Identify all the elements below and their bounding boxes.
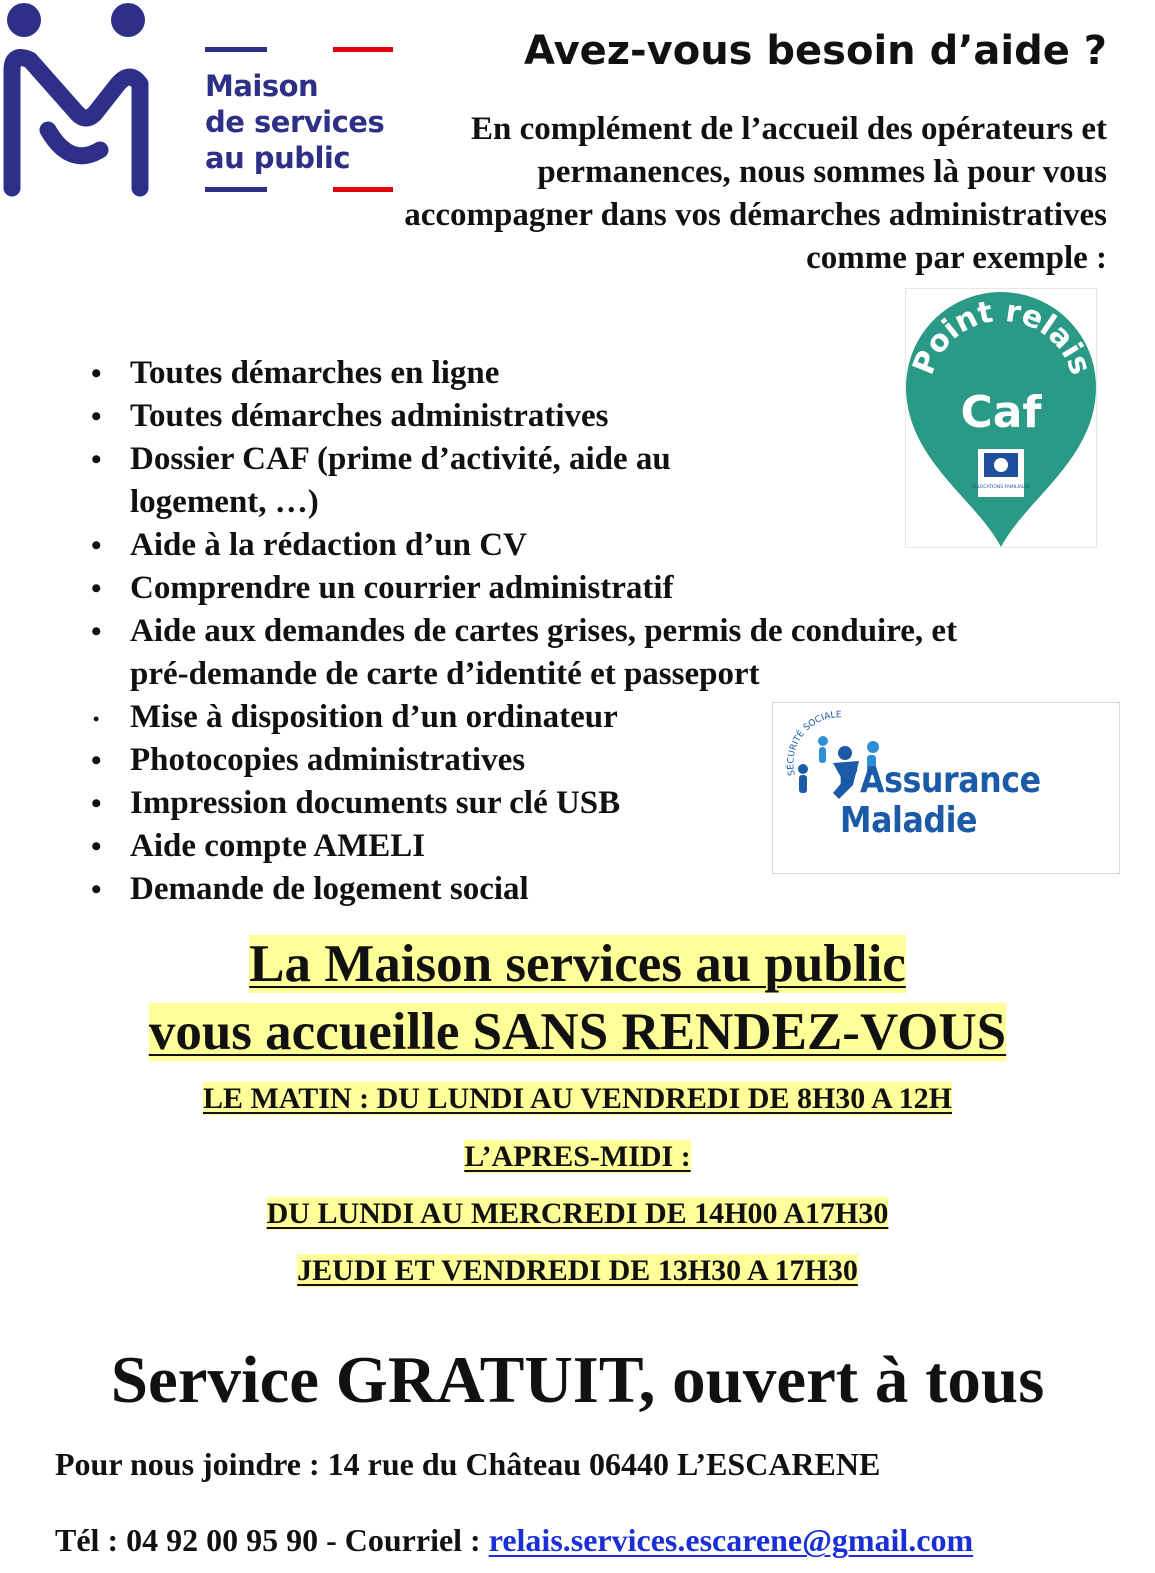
caf-sub-text: ALLOCATIONS FAMILIALES — [971, 485, 1031, 490]
banner-line-2 — [0, 998, 1155, 1066]
list-item-continuation: logement, …) — [130, 484, 319, 520]
list-item-continuation: pré-demande de carte d’identité et passeport — [130, 656, 760, 692]
hours-morning-text: LE MATIN : DU LUNDI AU VENDREDI DE 8H30 A 12H — [203, 1082, 952, 1115]
hours-afternoon-label-text: L’APRES-MIDI : — [464, 1140, 691, 1173]
logo-line-2: de services — [205, 105, 385, 139]
maladie-text: Maladie — [840, 800, 978, 841]
hours-thu-fri — [0, 1254, 1155, 1288]
contact-phone-line — [55, 1522, 973, 1559]
list-item: • Mise à disposition d’un ordinateur — [90, 696, 957, 739]
list-item: • Photocopies administratives — [90, 739, 957, 782]
msap-logo-text — [205, 68, 384, 176]
list-item: • Aide à la rédaction d’un CV — [90, 524, 957, 567]
hours-mon-wed — [0, 1197, 1155, 1231]
contact-phone: Tél : 04 92 00 95 90 - Courriel : — [55, 1522, 489, 1558]
hours-morning — [0, 1082, 1155, 1116]
banner-line-1 — [0, 930, 1155, 998]
hours-afternoon-label — [0, 1140, 1155, 1174]
assurance-text: l’Assurance — [838, 760, 1041, 801]
logo-line-1: Maison — [205, 69, 319, 103]
banner-line-1-text: La Maison services au public — [249, 935, 906, 993]
caf-arc-text: Point relais — [906, 293, 1096, 380]
list-item: • Aide compte AMELI — [90, 825, 957, 868]
banner-line-2-text: vous accueille SANS RENDEZ-VOUS — [148, 1003, 1007, 1061]
securite-sociale-arc-text: SÉCURITÉ SOCIALE — [786, 710, 842, 777]
intro-paragraph: En complément de l’accueil des opérateurs et permanences, nous sommes là pour vous accompagner dans vos démarches administratives comme par exemple : — [404, 111, 1107, 276]
list-item: • Aide aux demandes de cartes grises, permis de conduire, et — [90, 610, 957, 653]
svg-text:SÉCURITÉ SOCIALE — [784, 710, 841, 776]
list-item: • Toutes démarches administratives — [90, 395, 957, 438]
hours-thu-fri-text: JEUDI ET VENDREDI DE 13H30 A 17H30 — [297, 1254, 858, 1287]
email-link[interactable]: relais.services.escarene@gmail.com — [488, 1522, 974, 1558]
list-item: • Dossier CAF (prime d’activité, aide au — [90, 438, 957, 481]
list-item: • Toutes démarches en ligne — [90, 352, 957, 395]
list-item: • Comprendre un courrier administratif — [90, 567, 957, 610]
page-title: Avez-vous besoin d’aide ? — [524, 28, 1107, 74]
caf-brand: Caf — [960, 387, 1042, 438]
list-item: • Demande de logement social — [90, 868, 957, 911]
tagline: Service GRATUIT, ouvert à tous — [110, 1343, 1045, 1417]
hours-mon-wed-text: DU LUNDI AU MERCREDI DE 14H00 A17H30 — [266, 1197, 889, 1230]
contact-address: Pour nous joindre : 14 rue du Château 06440 L’ESCARENE — [55, 1446, 881, 1482]
logo-line-3: au public — [205, 141, 351, 175]
list-item: • Impression documents sur clé USB — [90, 782, 957, 825]
